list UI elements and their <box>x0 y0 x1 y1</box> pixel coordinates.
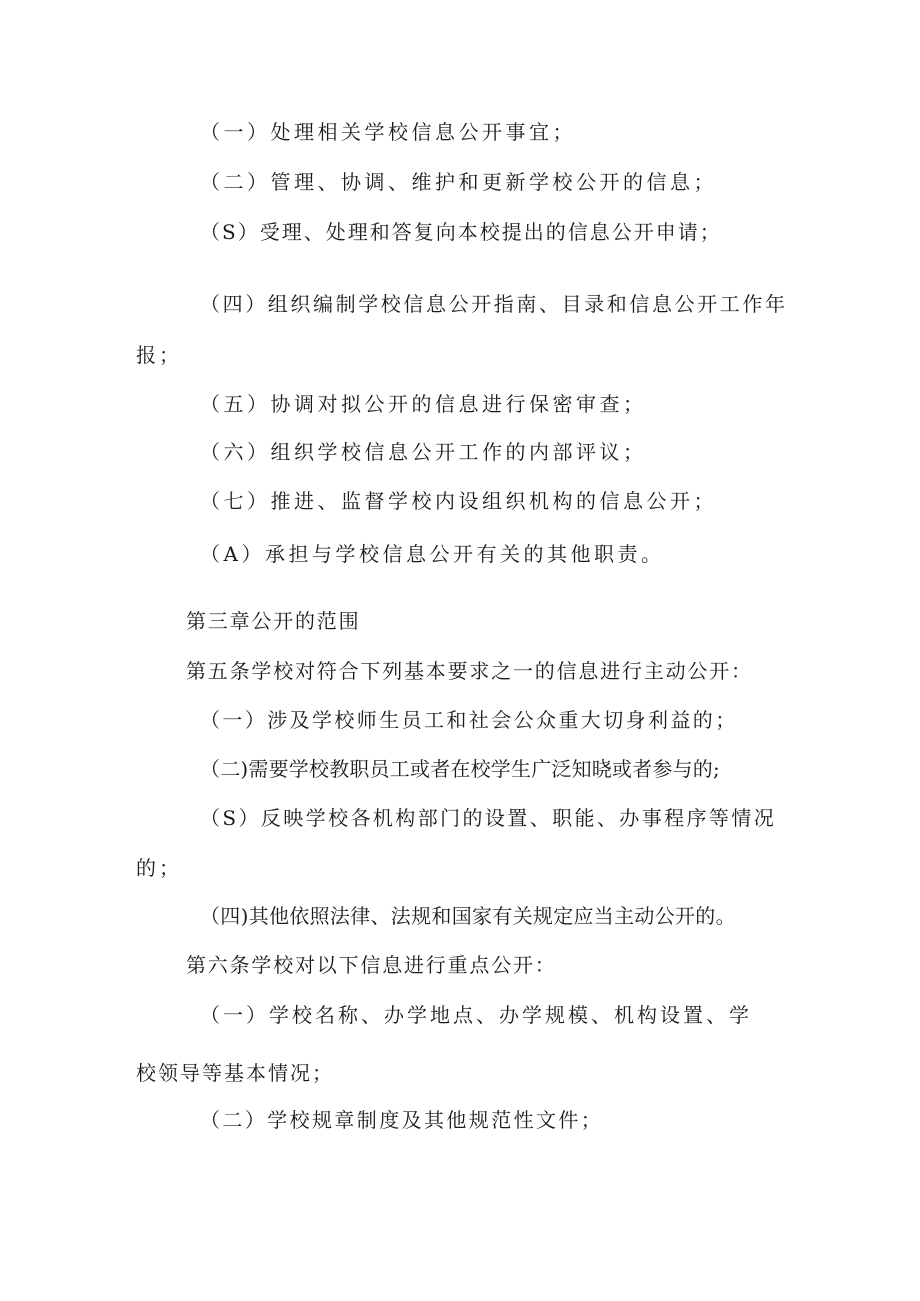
text-line: （一）涉及学校师生员工和社会公众重大切身利益的； <box>200 708 738 732</box>
text-line: 校领导等基本情况； <box>136 1061 334 1085</box>
text-line: （二）学校规章制度及其他规范性文件； <box>200 1108 604 1132</box>
text-line: （二）管理、协调、维护和更新学校公开的信息； <box>200 170 717 194</box>
text-line: （四）组织编制学校信息公开指南、目录和信息公开工作年 <box>200 292 788 316</box>
text-line: （S）受理、处理和答复向本校提出的信息公开申请； <box>200 220 722 244</box>
chapter-heading: 第三章公开的范围 <box>186 609 361 633</box>
text-line: （四)其他依照法律、法规和国家有关规定应当主动公开的。 <box>200 904 736 928</box>
text-line: （二)需要学校教职员工或者在校学生广泛知晓或者参与的; <box>200 757 720 781</box>
text-line: （一）处理相关学校信息公开事宜； <box>200 120 576 144</box>
text-line: （A）承担与学校信息公开有关的其他职责。 <box>200 542 665 566</box>
article-heading: 第六条学校对以下信息进行重点公开： <box>186 953 557 977</box>
text-line: 报； <box>136 343 182 367</box>
text-line: 的； <box>136 856 182 880</box>
text-line: （六）组织学校信息公开工作的内部评议； <box>200 440 647 464</box>
text-line: （S）反映学校各机构部门的设置、职能、办事程序等情况 <box>200 806 777 830</box>
text-line: （一）学校名称、办学地点、办学规模、机构设置、学 <box>200 1003 752 1027</box>
text-line: （七）推进、监督学校内设组织机构的信息公开； <box>200 489 717 513</box>
article-heading: 第五条学校对符合下列基本要求之一的信息进行主动公开： <box>186 659 753 683</box>
text-line: （五）协调对拟公开的信息进行保密审查； <box>200 392 647 416</box>
